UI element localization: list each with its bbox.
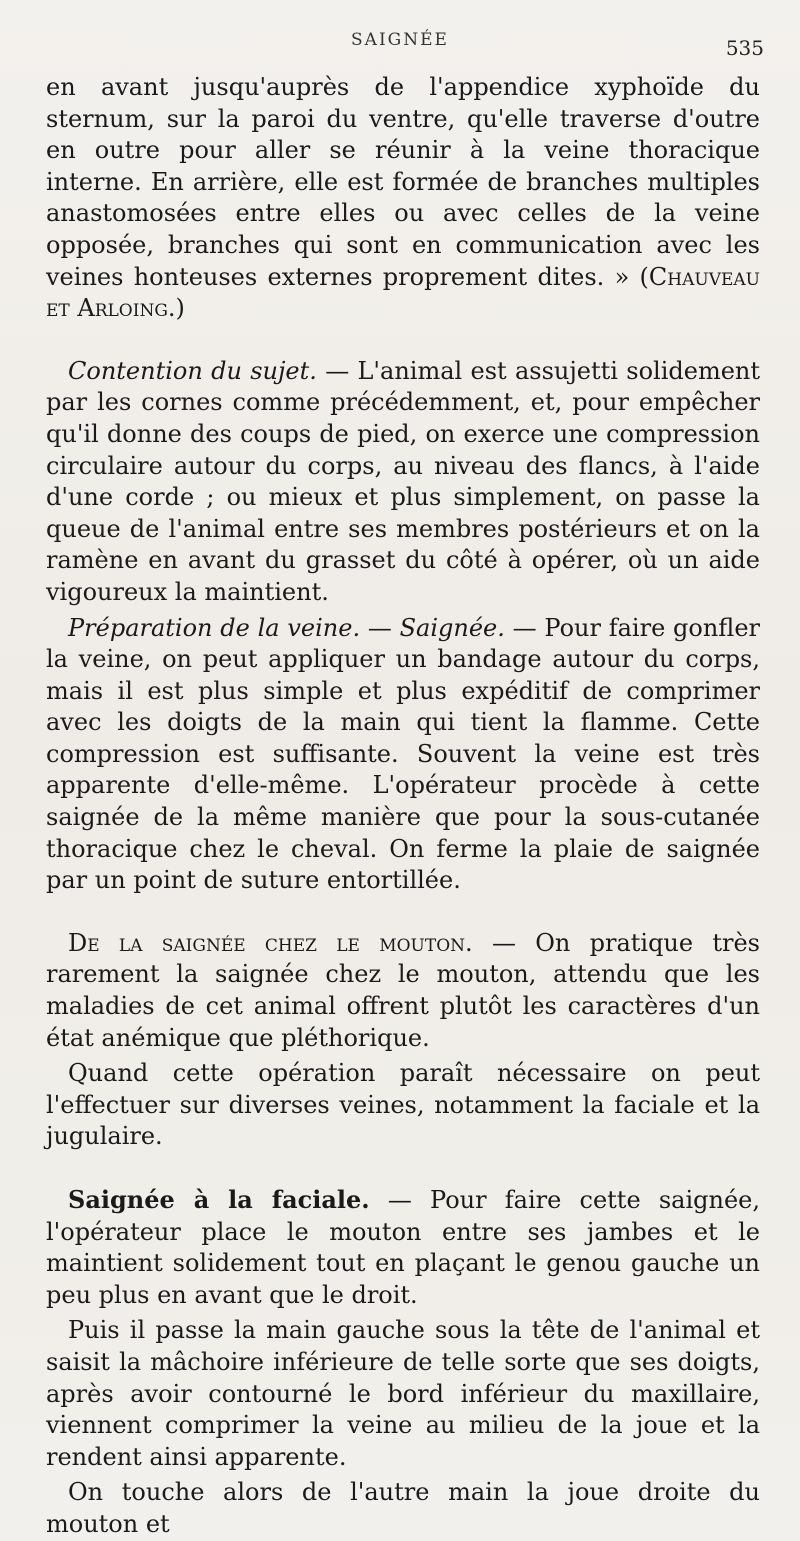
paragraph-joue-droite xyxy=(46,1477,760,1540)
paragraph-mouton xyxy=(46,928,760,1054)
running-head: SAIGNÉE xyxy=(351,30,449,50)
paragraph-veines xyxy=(46,1058,760,1153)
citation-close: ) xyxy=(175,294,185,323)
page-number: 535 xyxy=(725,36,764,60)
section-heading-mouton: De la saignée chez le mouton. xyxy=(68,928,473,957)
paragraph-contention xyxy=(46,356,760,609)
section-heading-saignee: Saignée. xyxy=(399,613,505,642)
section-heading-preparation: Préparation de la veine. xyxy=(68,613,361,642)
section-heading-faciale: Saignée à la faciale. xyxy=(68,1185,370,1214)
page-header xyxy=(0,30,800,60)
paragraph-vein-description xyxy=(46,72,760,325)
paragraph-text: en avant jusqu'auprès de l'appendice xyphoïde du sternum, sur la paroi du ventre, qu'elle traverse d'outre en outre pour aller se réunir à la veine thoracique interne. En arrière, elle est formée de branches multiples anastomosées entre elles ou avec celles de la veine opposée, branches qui sont en communication avec les veines honteuses externes proprement dites. » ( xyxy=(46,73,760,291)
paragraph-text: — Pour faire gonfler la veine, on peut appliquer un bandage autour du corps, mais il est plus simple et plus expéditif de comprimer avec les doigts de la main qui tient la flamme. Cette compression est suffisante. Souvent la veine est très apparente d'elle-même. L'opérateur procède à cette saignée de la même manière que pour la sous-cutanée thoracique chez le cheval. On ferme la plaie de saignée par un point de suture entortillée. xyxy=(46,613,760,895)
paragraph-text: — On pratique très rarement la saignée chez le mouton, attendu que les maladies de cet animal offrent plutôt les caractères d'un état anémique que pléthorique. xyxy=(46,928,760,1052)
paragraph-text: — Pour faire cette saignée, l'opérateur place le mouton entre ses jambes et le maintient solidement tout en plaçant le genou gauche un peu plus en avant que le droit. xyxy=(46,1186,760,1309)
section-heading-contention: Contention du sujet. xyxy=(68,356,317,385)
paragraph-text: On touche alors de l'autre main la joue droite du mouton et xyxy=(46,1478,760,1538)
paragraph-main-gauche xyxy=(46,1315,760,1473)
paragraph-text: Quand cette opération paraît nécessaire on peut l'effectuer sur diverses veines, notamment la faciale et la jugulaire. xyxy=(46,1059,760,1151)
citation-authors: Chauveau et Arloing. xyxy=(46,262,760,323)
body-text xyxy=(46,72,760,1541)
heading-separator: — xyxy=(360,613,400,642)
paragraph-text: — L'animal est assujetti solidement par les cornes comme précédemment, et, pour empêcher qu'il donne des coups de pied, on exerce une compression circulaire autour du corps, au niveau des flancs, à l'aide d'une corde ; ou mieux et plus simplement, on passe la queue de l'animal entre ses membres postérieurs et on la ramène en avant du grasset du côté à opérer, où un aide vigoureux la maintient. xyxy=(46,356,761,606)
paragraph-text: Puis il passe la main gauche sous la tête de l'animal et saisit la mâchoire inférieure de telle sorte que ses doigts, après avoir contourné le bord inférieur du maxillaire, viennent comprimer la veine au milieu de la joue et la rendent ainsi apparente. xyxy=(46,1316,760,1471)
paragraph-preparation xyxy=(46,613,760,897)
paragraph-faciale xyxy=(46,1184,760,1311)
